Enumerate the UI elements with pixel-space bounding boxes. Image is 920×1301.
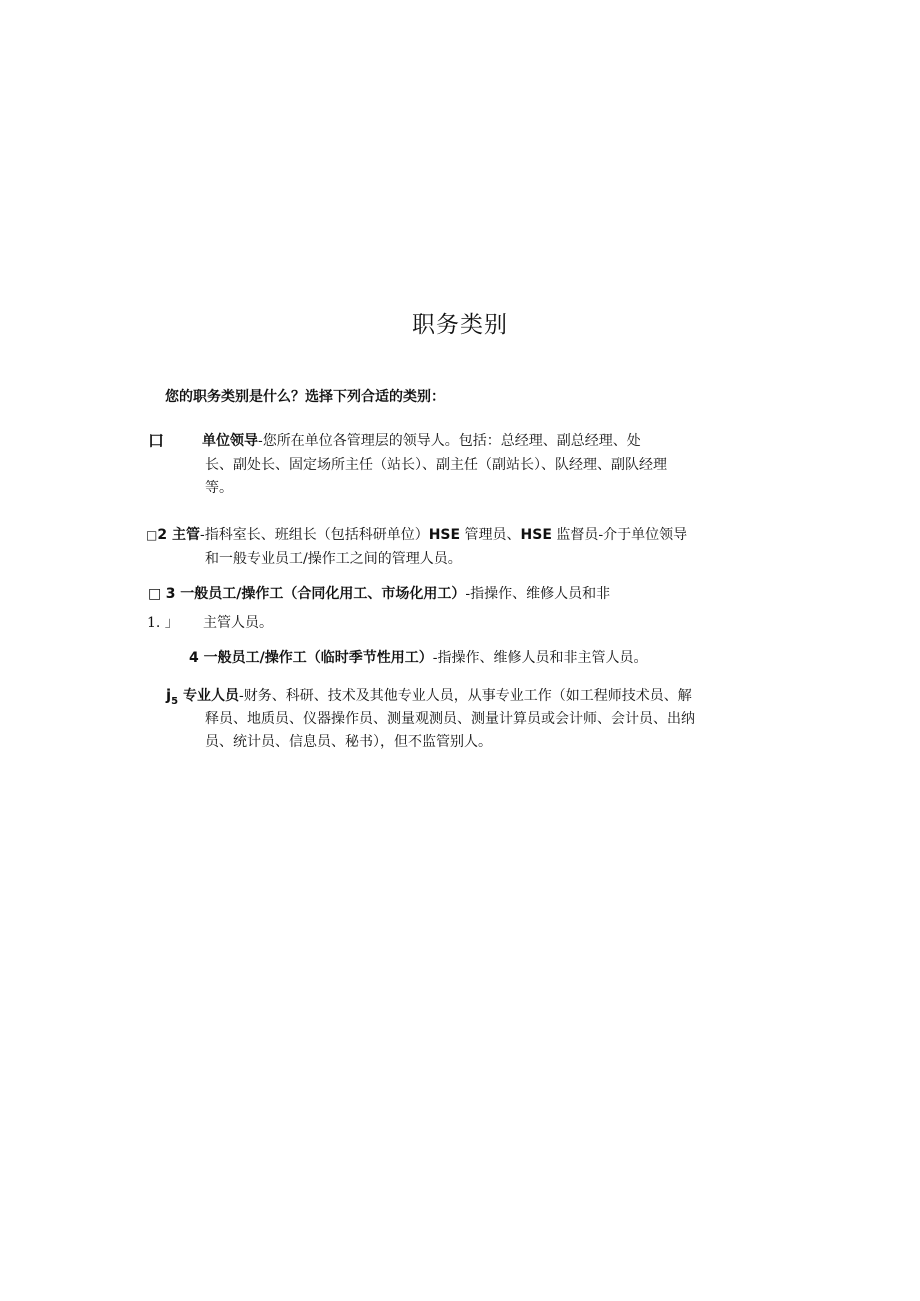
- page-title: 职务类别: [412, 312, 508, 338]
- option-5-line-1: [166, 686, 692, 711]
- option-3-text-2: 主管人员。: [203, 615, 273, 631]
- option-3-line-1: [148, 585, 610, 603]
- option-2-line-1: [146, 526, 687, 544]
- option-5-label: 专业人员: [178, 688, 239, 704]
- option-2-text-1a: -指科室长、班组长（包括科研单位）: [199, 527, 429, 543]
- option-2-label: 2 主管: [157, 527, 200, 543]
- checkbox-option-5[interactable]: j: [166, 686, 172, 704]
- checkbox-option-3[interactable]: □: [148, 586, 162, 602]
- option-1-text-1: -您所在单位各管理层的领导人。包括：总经理、副总经理、处: [258, 433, 641, 449]
- option-2-text-1b: 管理员、: [460, 527, 521, 543]
- question-prompt: 您的职务类别是什么？选择下列合适的类别：: [165, 389, 445, 405]
- option-5-marker-sub: 5: [171, 695, 179, 707]
- option-2-hse-1: HSE: [428, 527, 461, 543]
- option-1-label: 单位领导: [202, 433, 258, 449]
- checkbox-option-1[interactable]: 口: [148, 431, 165, 450]
- option-2-hse-2: HSE: [520, 527, 552, 543]
- option-1-line-1: [202, 432, 641, 450]
- checkbox-option-2[interactable]: □: [146, 528, 158, 542]
- option-4-line-1: [189, 649, 647, 667]
- option-2-text-1c: 监督员-介于单位领导: [551, 527, 688, 543]
- option-5-text-3: 员、统计员、信息员、秘书），但不监管别人。: [205, 734, 492, 750]
- option-4-label: 4 一般员工/操作工（临时季节性用工）: [189, 650, 433, 666]
- option-4-text-1: -指操作、维修人员和非主管人员。: [432, 650, 648, 666]
- option-5-text-2: 释员、地质员、仪器操作员、测量观测员、测量计算员或会计师、会计员、出纳: [205, 711, 695, 727]
- option-2-text-2: 和一般专业员工/操作工之间的管理人员。: [205, 551, 462, 567]
- option-3-text-1: -指操作、维修人员和非: [465, 586, 611, 602]
- option-1-text-3: 等。: [205, 480, 233, 496]
- option-5-text-1: -财务、科研、技术及其他专业人员，从事专业工作（如工程师技术员、解: [239, 688, 692, 704]
- option-1-text-2: 长、副处长、固定场所主任（站长）、副主任（副站长）、队经理、副队经理: [205, 457, 667, 473]
- option-3-label: 3 一般员工/操作工（合同化用工、市场化用工）: [165, 586, 466, 602]
- option-3-marker-2: 1. 」: [147, 615, 179, 631]
